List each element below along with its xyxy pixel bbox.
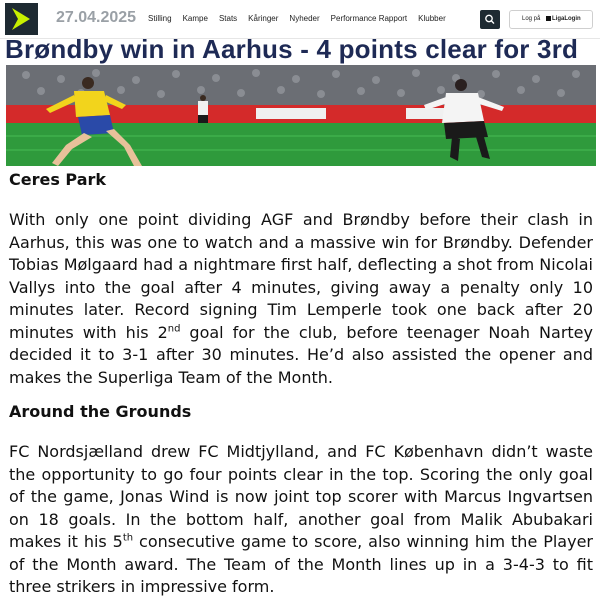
- nav-item-nyheder[interactable]: Nyheder: [289, 14, 320, 23]
- nav-item-performance-rapport[interactable]: Performance Rapport: [330, 14, 408, 23]
- nav-item-stats[interactable]: Stats: [218, 14, 238, 23]
- ligalogin-text: LigaLogin: [552, 16, 581, 22]
- section-heading-around-the-grounds: Around the Grounds: [9, 402, 192, 421]
- superliga-logo-icon[interactable]: [5, 3, 38, 35]
- paragraph-2-text-b: consecutive game to score, also winning him the Player of the Month award. The Team of the Month lines up in a 3-4-3 to fit three strikers in impressive form.: [9, 532, 594, 596]
- ligalogin-icon: [546, 16, 551, 21]
- article-title: Brøndby win in Aarhus - 4 points clear for 3rd: [5, 34, 579, 64]
- paragraph-2-text-a: FC Nordsjælland drew FC Midtjylland, and FC København didn’t waste the opportunity to go four points clear in the top. Scoring the only goal of the game, Jonas Wind is now joint top scorer with Marcus Ingvartsen on 18 goals. In the bottom half, another goal from Malik Abubakari makes it his 5: [9, 442, 593, 551]
- nav-item-karinger[interactable]: Kåringer: [248, 14, 279, 23]
- paragraph-1-text-a: With only one point dividing AGF and Brøndby before their clash in Aarhus, this was one to watch and a massive win for Brøndby. Defender Tobias Mølgaard had a nightmare first half, deflecting a shot from Nicolai Vallys into the goal after 4 minutes, giving away a penalty only 10 minutes later. Record signing Tim Lemperle took one back after 20 minutes with his 2: [9, 210, 593, 342]
- login-button[interactable]: [509, 10, 593, 29]
- paragraph-2-sup: th: [122, 532, 134, 544]
- main-nav: [148, 14, 457, 23]
- section-heading-ceres-park: Ceres Park: [9, 170, 107, 189]
- paragraph-1-text-b: goal for the club, before teenager Noah Nartey decided it to 3-1 after 30 minutes. He’d also assisted the opener and makes the Superliga Team of the Month.: [9, 322, 593, 387]
- match-date: 27.04.2025: [56, 9, 137, 26]
- article-paragraph-2: [9, 441, 593, 599]
- paragraph-1-sup: nd: [167, 323, 181, 335]
- nav-item-stilling[interactable]: Stilling: [148, 14, 172, 23]
- article-paragraph-1: [9, 209, 593, 389]
- nav-item-kampe[interactable]: Kampe: [182, 14, 208, 23]
- ligalogin-brand: [546, 16, 581, 22]
- nav-item-klubber[interactable]: Klubber: [418, 14, 446, 23]
- search-button[interactable]: [480, 10, 500, 29]
- search-icon: [480, 10, 500, 29]
- login-label: Log på: [522, 16, 541, 22]
- hero-image: [6, 65, 596, 166]
